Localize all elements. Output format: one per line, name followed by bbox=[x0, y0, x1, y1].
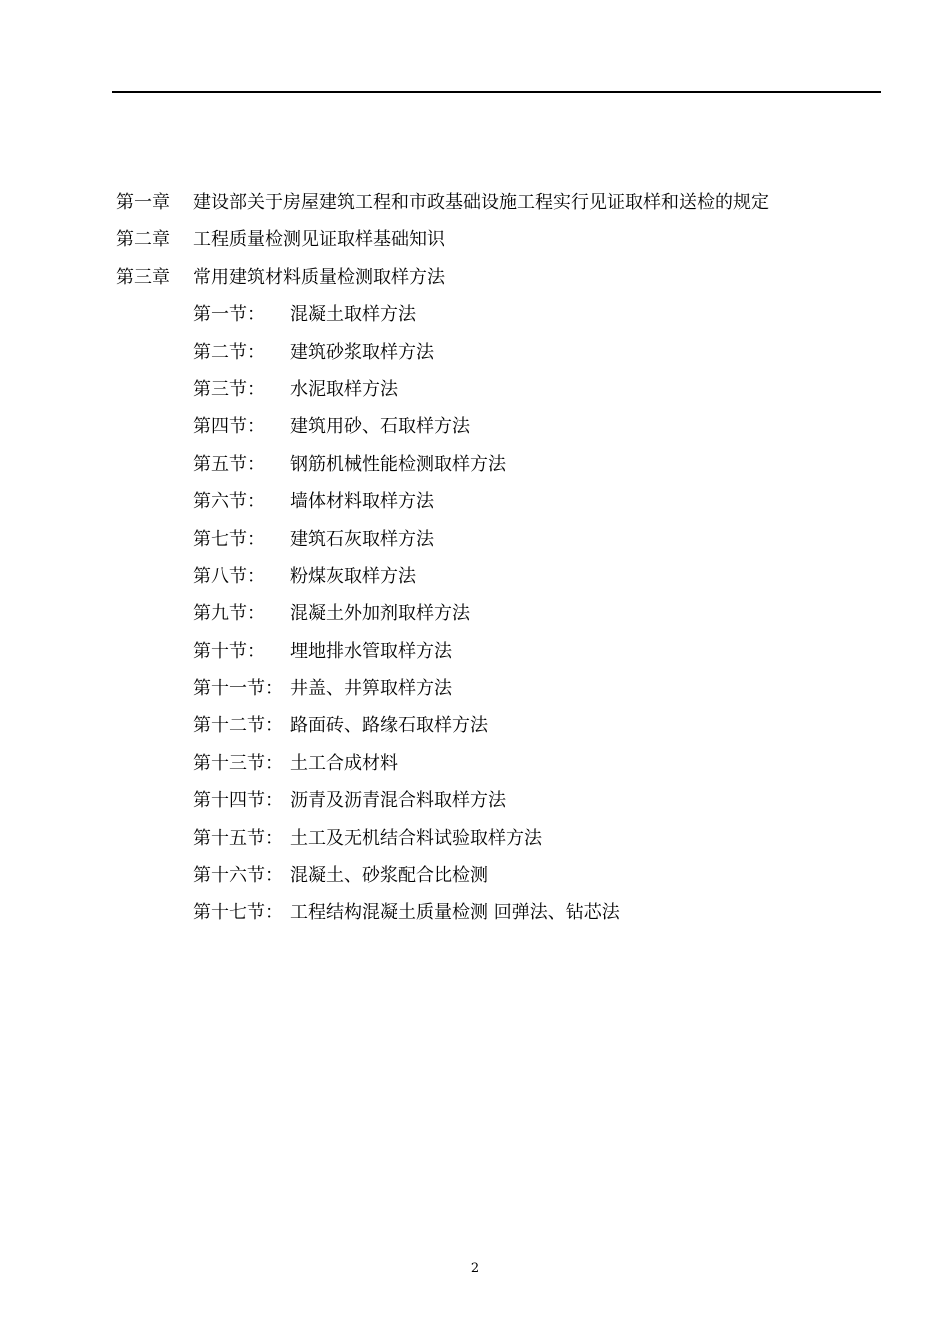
section-number: 第五节： bbox=[193, 453, 265, 475]
toc-chapter-2[interactable] bbox=[0, 221, 950, 258]
section-number: 第十六节： bbox=[193, 865, 283, 887]
toc-section-6[interactable] bbox=[0, 483, 950, 520]
chapter-number: 第一章 bbox=[116, 192, 170, 213]
section-number: 第十一节： bbox=[193, 678, 283, 700]
section-number: 第二节： bbox=[193, 341, 265, 363]
toc-section-4[interactable] bbox=[0, 408, 950, 445]
section-title: 建筑砂浆取样方法 bbox=[290, 341, 434, 363]
toc-chapter-1[interactable] bbox=[0, 184, 950, 221]
section-title: 水泥取样方法 bbox=[290, 378, 398, 400]
section-title: 混凝土、砂浆配合比检测 bbox=[290, 865, 488, 887]
toc-section-16[interactable] bbox=[0, 857, 950, 894]
toc-section-12[interactable] bbox=[0, 707, 950, 744]
section-number: 第十节： bbox=[193, 640, 265, 662]
chapter-title: 工程质量检测见证取样基础知识 bbox=[193, 229, 445, 251]
section-title: 墙体材料取样方法 bbox=[290, 491, 434, 513]
section-number: 第七节： bbox=[193, 528, 265, 550]
toc-section-13[interactable] bbox=[0, 745, 950, 782]
section-title: 埋地排水管取样方法 bbox=[290, 640, 452, 662]
section-number: 第十五节： bbox=[193, 827, 283, 849]
table-of-contents bbox=[0, 184, 950, 932]
toc-section-10[interactable] bbox=[0, 633, 950, 670]
toc-section-9[interactable] bbox=[0, 595, 950, 632]
toc-section-17[interactable] bbox=[0, 894, 950, 931]
section-number: 第九节： bbox=[193, 603, 265, 625]
section-title: 钢筋机械性能检测取样方法 bbox=[290, 453, 506, 475]
section-number: 第一节： bbox=[193, 304, 265, 326]
section-number: 第六节： bbox=[193, 491, 265, 513]
section-number: 第三节： bbox=[193, 378, 265, 400]
toc-section-15[interactable] bbox=[0, 820, 950, 857]
toc-chapter-3[interactable] bbox=[0, 259, 950, 296]
section-title: 建筑石灰取样方法 bbox=[290, 528, 434, 550]
header-rule bbox=[112, 91, 881, 93]
chapter-title: 常用建筑材料质量检测取样方法 bbox=[193, 266, 445, 288]
chapter-number: 第二章 bbox=[116, 229, 170, 251]
toc-section-14[interactable] bbox=[0, 782, 950, 819]
section-number: 第八节： bbox=[193, 565, 265, 587]
chapter-title: 建设部关于房屋建筑工程和市政基础设施工程实行见证取样和送检的规定 bbox=[193, 192, 769, 213]
section-title: 混凝土取样方法 bbox=[290, 304, 416, 326]
toc-section-8[interactable] bbox=[0, 558, 950, 595]
toc-section-3[interactable] bbox=[0, 371, 950, 408]
section-number: 第十七节： bbox=[193, 902, 283, 924]
toc-section-11[interactable] bbox=[0, 670, 950, 707]
section-title: 井盖、井箅取样方法 bbox=[290, 678, 452, 700]
section-title: 土工合成材料 bbox=[290, 752, 398, 774]
section-number: 第十四节： bbox=[193, 790, 283, 812]
section-title: 混凝土外加剂取样方法 bbox=[290, 603, 470, 625]
section-number: 第十二节： bbox=[193, 715, 283, 737]
toc-section-1[interactable] bbox=[0, 296, 950, 333]
section-title: 建筑用砂、石取样方法 bbox=[290, 416, 470, 438]
section-title: 工程结构混凝土质量检测 回弹法、钻芯法 bbox=[290, 902, 620, 924]
section-title: 土工及无机结合料试验取样方法 bbox=[290, 827, 542, 849]
section-title: 沥青及沥青混合料取样方法 bbox=[290, 790, 506, 812]
section-title: 粉煤灰取样方法 bbox=[290, 565, 416, 587]
page-number: 2 bbox=[470, 1261, 480, 1276]
section-number: 第十三节： bbox=[193, 752, 283, 774]
section-title: 路面砖、路缘石取样方法 bbox=[290, 715, 488, 737]
section-number: 第四节： bbox=[193, 416, 265, 438]
page-title bbox=[0, 104, 950, 134]
chapter-number: 第三章 bbox=[116, 266, 170, 288]
toc-section-5[interactable] bbox=[0, 446, 950, 483]
toc-section-7[interactable] bbox=[0, 521, 950, 558]
toc-section-2[interactable] bbox=[0, 334, 950, 371]
